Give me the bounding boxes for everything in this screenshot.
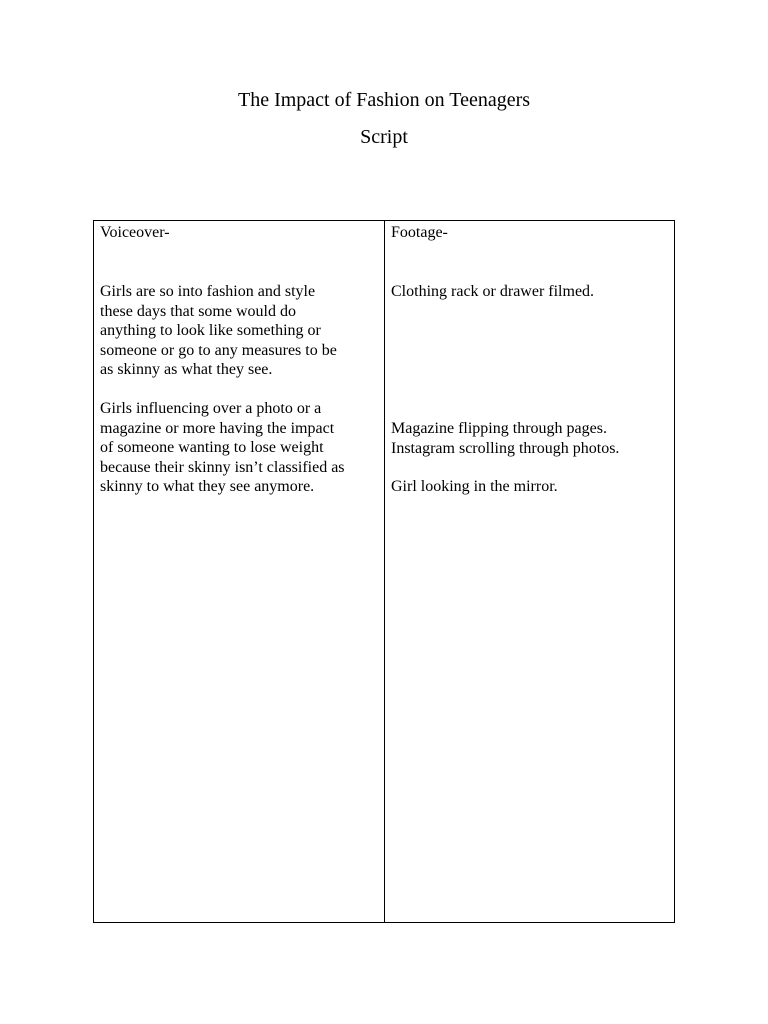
voiceover-paragraph-1 [100,282,337,380]
voiceover-line: magazine or more having the impact [100,419,335,437]
voiceover-line: anything to look like something or [100,322,321,339]
voiceover-line: because their skinny isn’t classified as [100,458,345,476]
footage-line: Magazine flipping through pages. [391,420,607,437]
footage-line: Clothing rack or drawer filmed. [391,283,595,300]
footage-line: Girl looking in the mirror. [391,478,558,495]
voiceover-paragraph-2 [100,399,345,497]
document-subtitle: Script [360,126,408,148]
voiceover-line: Girls influencing over a photo or a [100,400,322,417]
document-title: The Impact of Fashion on Teenagers [237,89,531,111]
footage-header: Footage- [391,224,448,241]
footage-entry-2 [391,419,619,458]
footage-line: Instagram scrolling through photos. [391,439,620,457]
script-table [93,220,675,923]
column-divider [384,221,385,922]
voiceover-line: Girls are so into fashion and style [100,283,316,300]
voiceover-line: skinny to what they see anymore. [100,478,315,495]
footage-entry-1 [391,282,594,302]
footage-entry-3 [391,477,558,497]
voiceover-line: of someone wanting to lose weight [100,439,324,456]
voiceover-header: Voiceover- [100,224,170,241]
voiceover-line: these days that some would do [100,302,296,320]
voiceover-line: as skinny as what they see. [100,361,273,378]
voiceover-line: someone or go to any measures to be [100,341,337,359]
